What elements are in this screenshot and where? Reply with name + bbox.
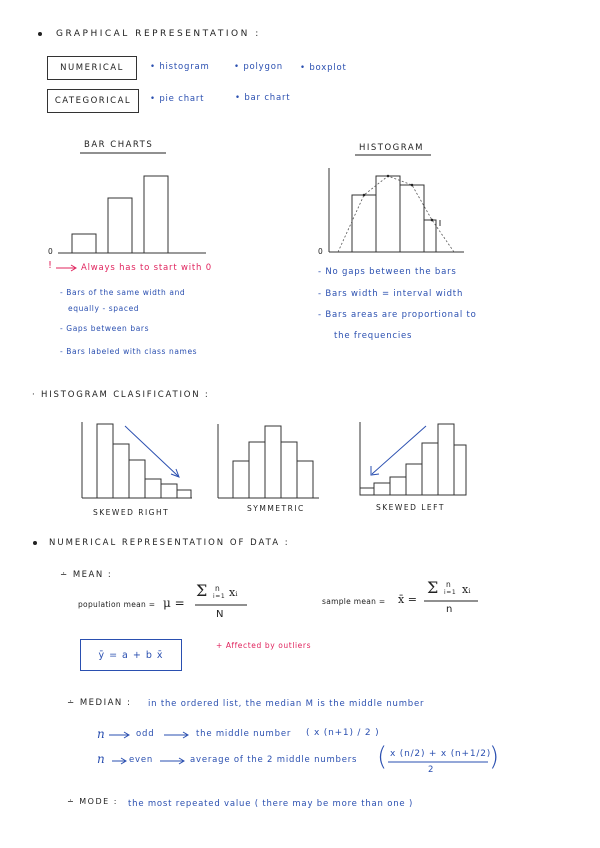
histogram-zero-label: 0 bbox=[318, 247, 324, 256]
sample-sigma: Σ bbox=[427, 578, 439, 597]
skewed-left-label: SKEWED LEFT bbox=[376, 503, 445, 512]
population-mean-label: population mean = bbox=[78, 600, 156, 609]
symmetric-label: SYMMETRIC bbox=[247, 504, 305, 513]
mode-definition: the most repeated value ( there may be more than one ) bbox=[128, 799, 414, 809]
odd-formula: ( x (n+1) / 2 ) bbox=[306, 728, 380, 738]
hist-point-3-cont: the frequencies bbox=[334, 331, 413, 341]
hist-point-3: - Bars areas are proportional to bbox=[318, 310, 477, 320]
numerical-item-histogram: • histogram bbox=[150, 62, 210, 72]
even-close-paren: ) bbox=[489, 742, 500, 772]
bar-point-2: - Gaps between bars bbox=[60, 324, 150, 333]
mode-title: ∸ MODE : bbox=[67, 797, 118, 806]
sample-xbar: x̄ = bbox=[398, 593, 417, 606]
population-N: N bbox=[216, 609, 224, 620]
even-fraction-line bbox=[388, 761, 488, 763]
bar-chart-start-note: Always has to start with 0 bbox=[81, 263, 212, 273]
even-label: even bbox=[129, 755, 154, 765]
histogram-title-underline bbox=[355, 154, 431, 156]
hist-bar-3 bbox=[400, 185, 424, 252]
sample-n: n bbox=[446, 604, 453, 615]
regression-box bbox=[80, 639, 182, 671]
bar-3 bbox=[144, 176, 168, 253]
sample-fraction-line bbox=[424, 600, 478, 602]
odd-result: the middle number bbox=[196, 729, 292, 739]
sample-xi: xᵢ bbox=[462, 583, 471, 596]
population-xi: xᵢ bbox=[229, 586, 238, 599]
bar-charts-title-underline bbox=[80, 152, 166, 154]
hist-point-1: - No gaps between the bars bbox=[318, 267, 457, 277]
population-sigma-bottom: i=1 bbox=[213, 593, 226, 600]
bar-point-1-cont: equally - spaced bbox=[68, 304, 140, 313]
sample-mean-label: sample mean = bbox=[322, 597, 386, 606]
bar-chart-zero-label: 0 bbox=[48, 247, 54, 256]
regression-formula: ȳ = a + b x̄ bbox=[98, 649, 164, 661]
even-denominator: 2 bbox=[428, 765, 435, 775]
even-arrow-2 bbox=[160, 757, 186, 765]
odd-arrow-2 bbox=[164, 731, 190, 739]
bar-point-3: - Bars labeled with class names bbox=[60, 347, 198, 356]
categorical-item-bar-chart: • bar chart bbox=[235, 93, 291, 103]
even-numerator: x (n/2) + x (n+1/2) bbox=[390, 749, 492, 759]
frequency-polygon bbox=[338, 176, 454, 252]
bullet-dot-2 bbox=[33, 541, 37, 545]
numerical-item-polygon: • polygon bbox=[234, 62, 283, 72]
median-definition: in the ordered list, the median M is the middle number bbox=[148, 699, 425, 709]
even-result: average of the 2 middle numbers bbox=[190, 755, 358, 765]
bullet-dot bbox=[38, 32, 42, 36]
population-fraction-line bbox=[195, 604, 247, 606]
numerical-item-boxplot: • boxplot bbox=[300, 63, 347, 73]
hist-point-2: - Bars width = interval width bbox=[318, 289, 464, 299]
bar-chart-sketch bbox=[58, 168, 208, 258]
bar-1 bbox=[72, 234, 96, 253]
even-n: n bbox=[97, 752, 105, 766]
outliers-note: + Affected by outliers bbox=[216, 641, 312, 650]
mean-title: ∸ MEAN : bbox=[60, 570, 113, 580]
categorical-box bbox=[47, 89, 139, 113]
hist-bar-4 bbox=[424, 220, 436, 252]
population-sigma-top: n bbox=[215, 584, 221, 593]
bar-point-1: - Bars of the same width and bbox=[60, 288, 186, 297]
mu-symbol: μ = bbox=[163, 596, 185, 610]
hist-bar-1 bbox=[352, 195, 376, 252]
classification-title: · HISTOGRAM CLASIFICATION : bbox=[32, 390, 210, 400]
categorical-item-pie-chart: • pie chart bbox=[150, 94, 205, 104]
histogram-sketch bbox=[326, 166, 466, 256]
odd-label: odd bbox=[136, 729, 155, 739]
odd-n: n bbox=[97, 727, 105, 741]
skewed-left-chart bbox=[358, 422, 468, 497]
section-title-numerical-representation: NUMERICAL REPRESENTATION OF DATA : bbox=[49, 538, 290, 548]
sample-sigma-bottom: i=1 bbox=[444, 589, 457, 596]
bar-charts-title: BAR CHARTS bbox=[84, 140, 154, 150]
hist-bar-2 bbox=[376, 176, 400, 252]
skewed-right-label: SKEWED RIGHT bbox=[93, 508, 170, 517]
sample-sigma-top: n bbox=[446, 580, 452, 589]
even-open-paren: ( bbox=[377, 742, 388, 772]
section-title-graphical: GRAPHICAL REPRESENTATION : bbox=[56, 29, 261, 39]
population-sigma: Σ bbox=[196, 581, 208, 600]
skewed-right-chart bbox=[80, 422, 195, 502]
numerical-box bbox=[47, 56, 137, 80]
symmetric-chart bbox=[216, 424, 321, 500]
warning-mark: ! bbox=[48, 260, 53, 271]
categorical-label: CATEGORICAL bbox=[54, 96, 132, 106]
numerical-label: NUMERICAL bbox=[60, 63, 124, 73]
median-title: ∸ MEDIAN : bbox=[67, 698, 132, 708]
even-arrow-1 bbox=[112, 757, 128, 765]
bar-2 bbox=[108, 198, 132, 253]
histogram-title: HISTOGRAM bbox=[359, 143, 424, 153]
warning-arrow bbox=[56, 264, 78, 272]
odd-arrow-1 bbox=[109, 731, 131, 739]
